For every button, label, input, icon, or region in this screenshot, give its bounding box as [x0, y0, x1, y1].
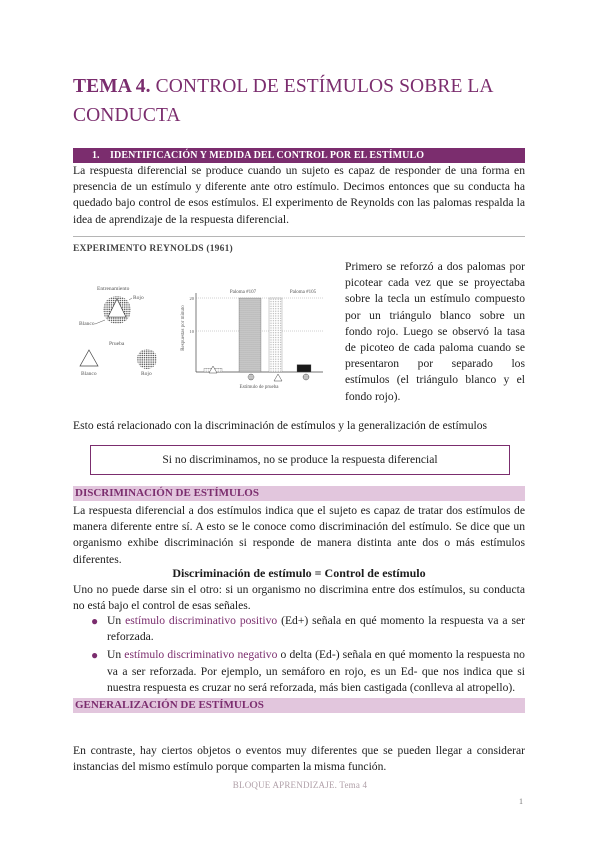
discrimination-paragraph-2: Uno no puede darse sin el otro: si un organismo no discrimina entre dos estímulos, su conducta no está bajo el control de esas señales.	[73, 583, 525, 613]
discrimination-equation: Discriminación de estímulo = Control de estímulo	[172, 566, 426, 580]
bullet-icon: ●	[91, 614, 99, 628]
tick-20: 20	[189, 296, 194, 301]
title-bold: TEMA 4.	[73, 76, 151, 97]
label-blanco-2: Blanco	[81, 371, 97, 377]
bar-paloma105-tringulo	[269, 298, 282, 372]
bar-paloma107-rojo	[239, 298, 261, 372]
label-rojo: Rojo	[133, 295, 144, 301]
label-prueba: Prueba	[109, 341, 125, 347]
section-number: 1.	[92, 150, 100, 161]
bullet-term: estímulo discriminativo positivo	[125, 614, 278, 627]
tick-10: 10	[189, 329, 194, 334]
relation-paragraph: Esto está relacionado con la discriminación de estímulos y la generalización de estímulos	[73, 419, 488, 432]
x-marker-triangle-2	[274, 374, 282, 381]
experiment-title: EXPERIMENTO REYNOLDS (1961)	[73, 244, 233, 254]
x-marker-red-2	[303, 374, 309, 380]
bar-chart	[181, 290, 323, 390]
chart-ylabel: Respuestas por minuto	[181, 305, 186, 351]
discrimination-paragraph: La respuesta diferencial a dos estímulos indica que el sujeto es capaz de tratar dos estímulos de manera diferente entre sí. A esto se le conoce como discriminación del estímulo. Se dice que un organismo exhibe discriminación si responde de manera distinta ante dos o más estímulos diferentes.	[73, 504, 525, 566]
generalization-paragraph: En contraste, hay ciertos objetos o eventos muy diferentes que se pueden llegar a considerar instancias del mismo estímulo porque comparten la misma función.	[73, 744, 525, 774]
reynolds-figure	[73, 262, 335, 392]
bullet-text: o delta (Ed-) señala en qué momento la respuesta no va a ser reforzada. Por ejemplo, un semáforo en rojo, es un Ed- que nos indica que si nuestra respuesta es cruzar no será reforzada, más bien castigada (conlleva al atropello).	[107, 648, 525, 694]
bar-label-107: Paloma #107	[229, 290, 257, 295]
bullet-icon: ●	[91, 648, 99, 663]
page-footer: BLOQUE APRENDIZAJE. Tema 4	[232, 780, 368, 790]
chart-xlabel: Estímulo de prueba	[239, 385, 279, 390]
list-item	[73, 647, 525, 696]
label-entrenamiento: Entrenamiento	[97, 286, 130, 292]
bar-paloma105-rojo	[297, 365, 311, 372]
bullet-text: (Ed+) señala en qué momento la respuesta va a ser reforzada.	[107, 614, 525, 644]
stimulus-red	[137, 349, 157, 369]
x-marker-red-1	[248, 374, 254, 380]
stimulus-bullets	[73, 613, 525, 698]
list-item	[73, 613, 525, 645]
intro-paragraph: La respuesta diferencial se produce cuando un sujeto es capaz de responder de una forma en presencia de un estímulo y diferente ante otro estímulo. Decimos entonces que su conducta ha quedado bajo control de esos estímulos. El experimento de Reynolds con las palomas respalda la idea de aprendizaje de la respuesta diferencial.	[73, 164, 525, 226]
bar-label-105: Paloma #105	[289, 290, 317, 295]
label-rojo-2: Rojo	[141, 371, 152, 377]
page-title	[73, 72, 533, 130]
label-blanco: Blanco	[79, 321, 95, 327]
bullet-prefix: Un	[107, 648, 125, 662]
generalization-heading: GENERALIZACIÓN DE ESTÍMULOS	[73, 698, 525, 713]
experiment-description: Primero se reforzó a dos palomas por picotear cada vez que se proyectaba sobre la tecla un estímulo compuesto por un triángulo blanco sobre un fondo rojo. Luego se observó la tasa de picoteo de cada paloma cuando se presentaron por separado los estímulos (el triángulo blanco y el fondo rojo).	[345, 260, 525, 403]
discrimination-heading: DISCRIMINACIÓN DE ESTÍMULOS	[73, 486, 525, 501]
page-number: 1	[519, 797, 523, 806]
highlight-box: Si no discriminamos, no se produce la respuesta diferencial	[90, 445, 510, 475]
section-heading-bar	[73, 148, 525, 163]
stimulus-triangle	[80, 350, 98, 366]
bullet-prefix: Un	[107, 614, 126, 627]
title-rest: CONTROL DE ESTÍMULOS SOBRE LA CONDUCTA	[73, 76, 493, 126]
section-label: IDENTIFICACIÓN Y MEDIDA DEL CONTROL POR EL ESTÍMULO	[110, 150, 425, 161]
divider	[73, 236, 525, 237]
bullet-term: estímulo discriminativo negativo	[124, 648, 278, 662]
